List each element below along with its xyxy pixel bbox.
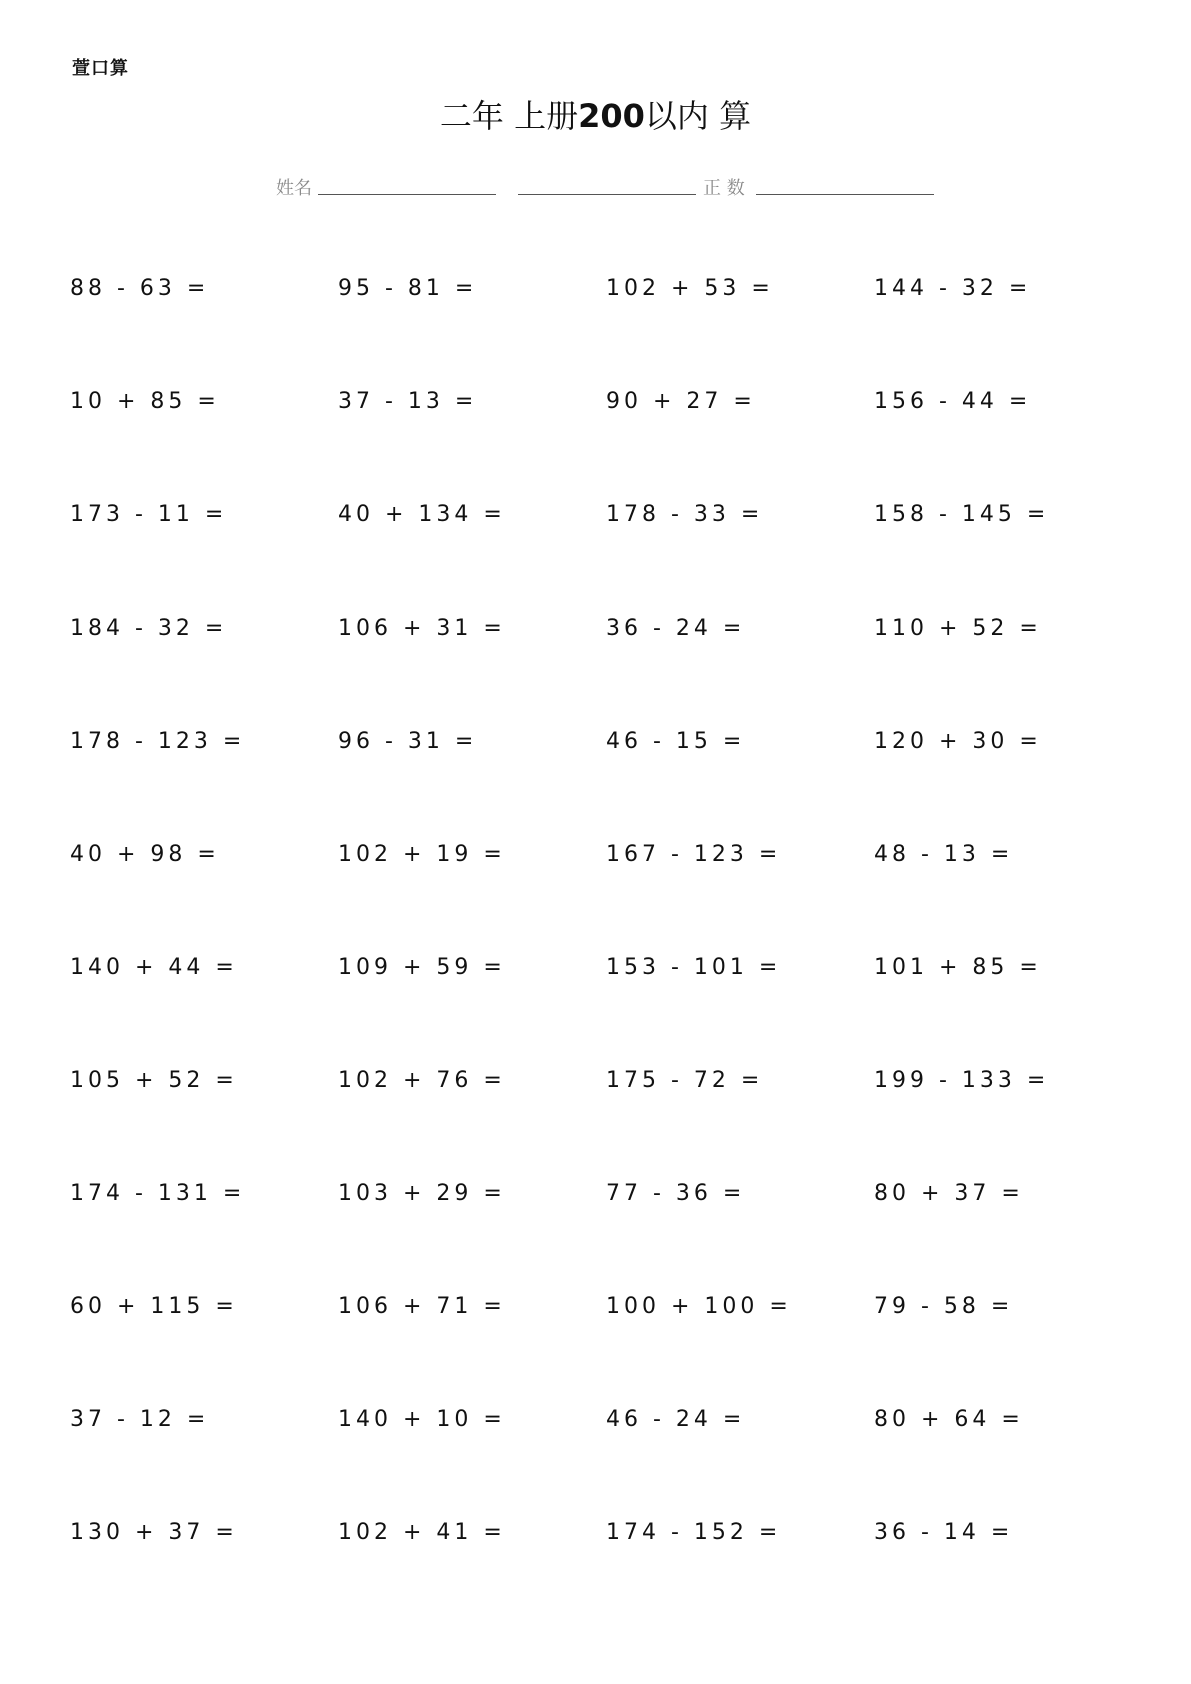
problem: 77 - 36 =	[606, 1181, 746, 1206]
problem: 102 + 19 =	[338, 842, 506, 867]
problem: 48 - 13 =	[874, 842, 1014, 867]
problem: 174 - 152 =	[606, 1520, 782, 1545]
problem: 40 + 134 =	[338, 502, 506, 527]
problem: 60 + 115 =	[70, 1294, 238, 1319]
problem: 140 + 44 =	[70, 955, 238, 980]
problem: 79 - 58 =	[874, 1294, 1014, 1319]
problem: 178 - 33 =	[606, 502, 764, 527]
problem: 106 + 71 =	[338, 1294, 506, 1319]
problem: 144 - 32 =	[874, 276, 1032, 301]
problem: 100 + 100 =	[606, 1294, 792, 1319]
problem: 80 + 64 =	[874, 1407, 1024, 1432]
problem: 37 - 13 =	[338, 389, 478, 414]
problem: 96 - 31 =	[338, 729, 478, 754]
problem: 46 - 24 =	[606, 1407, 746, 1432]
problem: 95 - 81 =	[338, 276, 478, 301]
problem: 110 + 52 =	[874, 616, 1042, 641]
title-part1: 二年 上册	[439, 97, 579, 135]
header-tag: 萱口算	[72, 58, 129, 79]
problem: 199 - 133 =	[874, 1068, 1050, 1093]
problem: 80 + 37 =	[874, 1181, 1024, 1206]
problem: 130 + 37 =	[70, 1520, 238, 1545]
problem: 102 + 76 =	[338, 1068, 506, 1093]
problem: 156 - 44 =	[874, 389, 1032, 414]
problem: 106 + 31 =	[338, 616, 506, 641]
problem: 173 - 11 =	[70, 502, 228, 527]
problem: 105 + 52 =	[70, 1068, 238, 1093]
problem: 46 - 15 =	[606, 729, 746, 754]
problem: 101 + 85 =	[874, 955, 1042, 980]
problem: 40 + 98 =	[70, 842, 220, 867]
problem: 102 + 53 =	[606, 276, 774, 301]
problem: 103 + 29 =	[338, 1181, 506, 1206]
problem: 184 - 32 =	[70, 616, 228, 641]
problem: 90 + 27 =	[606, 389, 756, 414]
problem: 175 - 72 =	[606, 1068, 764, 1093]
problem: 37 - 12 =	[70, 1407, 210, 1432]
problem: 158 - 145 =	[874, 502, 1050, 527]
problem: 167 - 123 =	[606, 842, 782, 867]
problem: 36 - 14 =	[874, 1520, 1014, 1545]
problem: 178 - 123 =	[70, 729, 246, 754]
problem: 88 - 63 =	[70, 276, 210, 301]
title-bold-number: 200	[578, 97, 645, 135]
problem: 109 + 59 =	[338, 955, 506, 980]
problem: 102 + 41 =	[338, 1520, 506, 1545]
score-label: 正 数	[703, 178, 745, 199]
problem: 153 - 101 =	[606, 955, 782, 980]
problem: 174 - 131 =	[70, 1181, 246, 1206]
problem: 120 + 30 =	[874, 729, 1042, 754]
name-label: 姓名	[276, 178, 312, 199]
title-part2: 以内 算	[644, 97, 752, 135]
problem: 140 + 10 =	[338, 1407, 506, 1432]
problem: 36 - 24 =	[606, 616, 746, 641]
problem: 10 + 85 =	[70, 389, 220, 414]
